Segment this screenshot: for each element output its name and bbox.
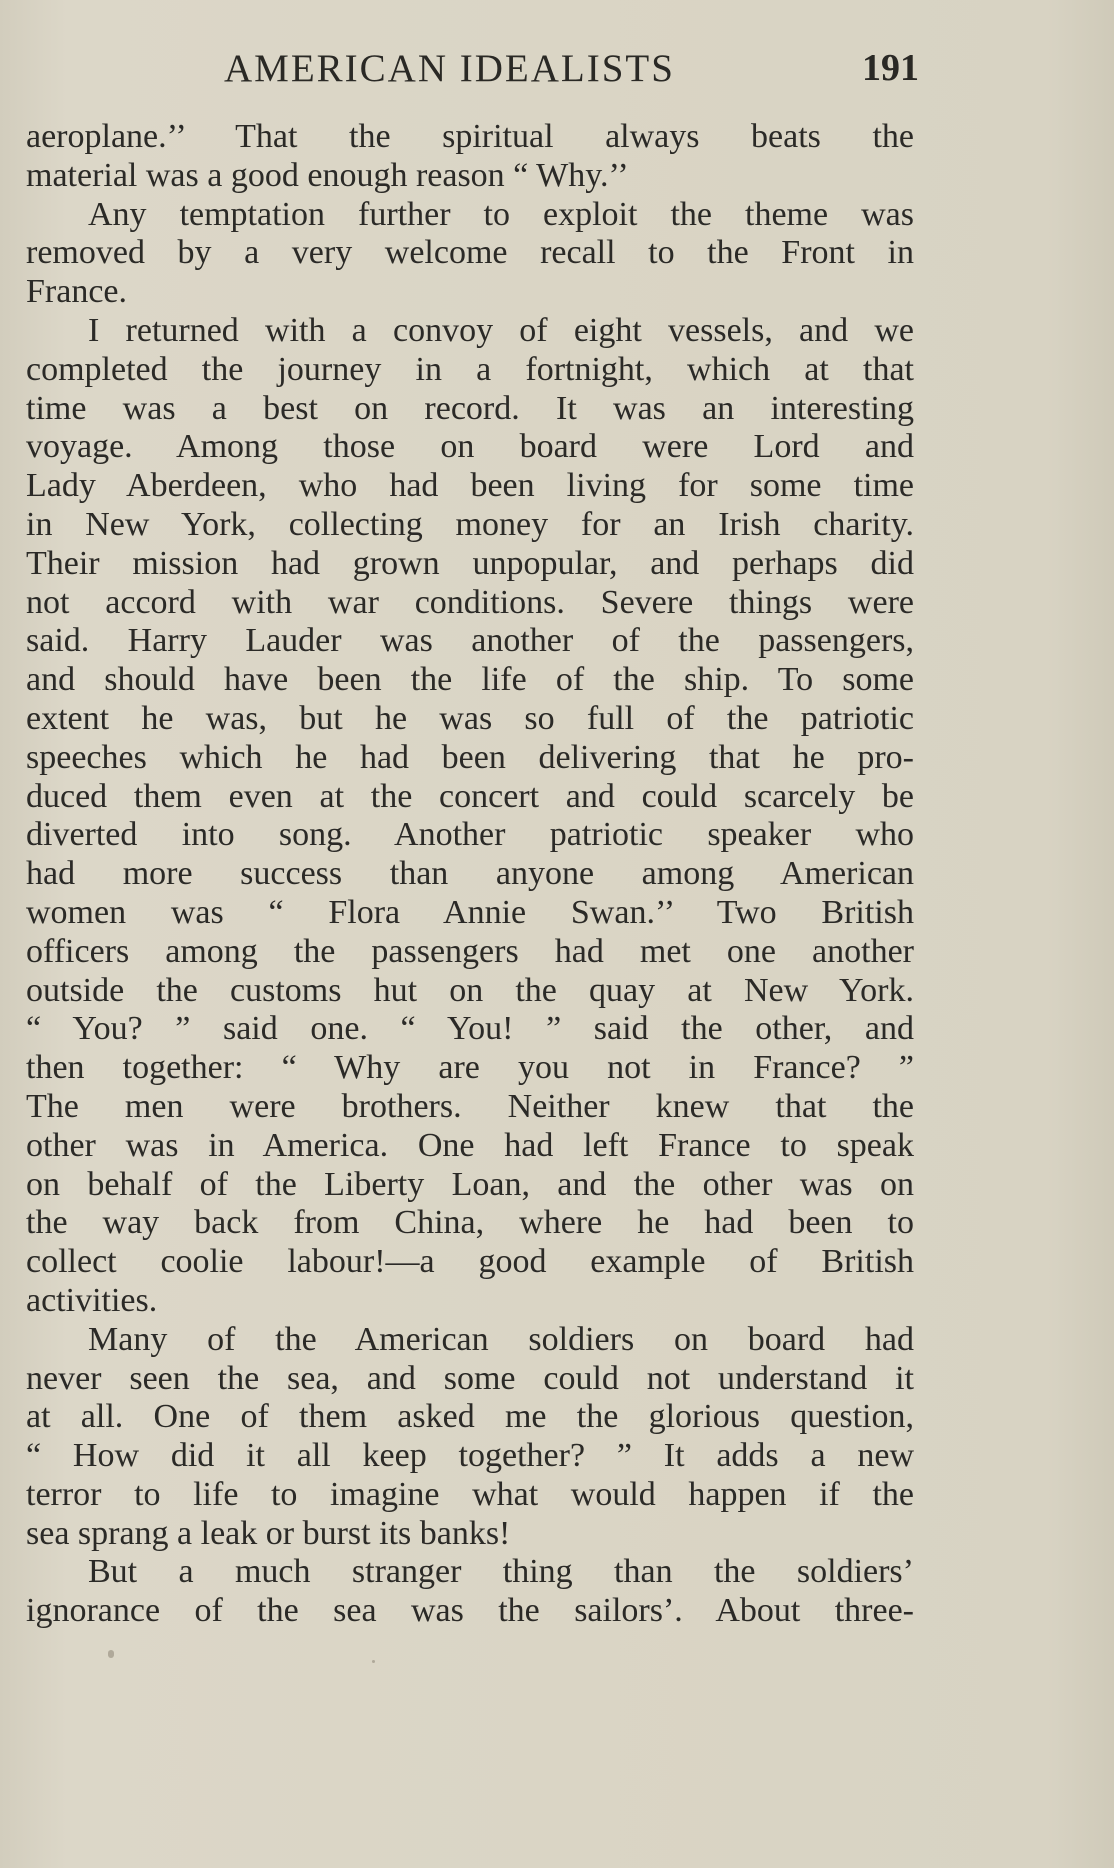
text-line: officers among the passengers had met one another bbox=[26, 932, 914, 970]
text-line: on behalf of the Liberty Loan, and the other was on bbox=[26, 1165, 914, 1203]
text-line: Many of the American soldiers on board had bbox=[88, 1320, 914, 1358]
text-line: activities. bbox=[26, 1281, 158, 1319]
text-line: aeroplane.’’ That the spiritual always beats the bbox=[26, 118, 914, 155]
text-line: diverted into song. Another patriotic speaker who bbox=[26, 816, 914, 854]
text-line: duced them even at the concert and could scarcely be bbox=[26, 777, 914, 815]
text-line: in New York, collecting money for an Irish charity. bbox=[26, 505, 914, 543]
page-header bbox=[0, 46, 1114, 96]
text-line: sea sprang a leak or burst its banks! bbox=[26, 1514, 511, 1552]
running-title: AMERICAN IDEALISTS bbox=[224, 47, 675, 90]
text-line: Their mission had grown unpopular, and perhaps did bbox=[26, 544, 914, 582]
text-line: The men were brothers. Neither knew that the bbox=[26, 1087, 914, 1125]
text-line: material was a good enough reason “ Why.’’ bbox=[26, 156, 629, 194]
text-line: completed the journey in a fortnight, which at that bbox=[26, 350, 914, 388]
text-line: and should have been the life of the ship. To some bbox=[26, 661, 914, 699]
text-line: terror to life to imagine what would happen if the bbox=[26, 1475, 914, 1513]
text-line: not accord with war conditions. Severe things were bbox=[26, 583, 914, 621]
text-line: never seen the sea, and some could not understand it bbox=[26, 1359, 914, 1397]
text-line: then together: “ Why are you not in France? ” bbox=[26, 1049, 914, 1087]
text-line: ignorance of the sea was the sailors’. About three- bbox=[26, 1592, 914, 1630]
text-line: other was in America. One had left France to speak bbox=[26, 1126, 914, 1164]
text-line: Lady Aberdeen, who had been living for some time bbox=[26, 467, 914, 505]
text-line: at all. One of them asked me the glorious question, bbox=[26, 1398, 914, 1436]
text-line: speeches which he had been delivering that he pro- bbox=[26, 738, 914, 776]
text-line: extent he was, but he was so full of the patriotic bbox=[26, 699, 914, 737]
text-line: the way back from China, where he had been to bbox=[26, 1204, 914, 1242]
page-number: 191 bbox=[862, 47, 919, 89]
text-line: France. bbox=[26, 273, 128, 311]
text-line: I returned with a convoy of eight vessels, and we bbox=[88, 311, 914, 349]
text-line: “ You? ” said one. “ You! ” said the other, and bbox=[26, 1010, 914, 1048]
text-line: time was a best on record. It was an interesting bbox=[26, 389, 914, 427]
text-line: outside the customs hut on the quay at New York. bbox=[26, 971, 914, 1009]
text-line: women was “ Flora Annie Swan.’’ Two British bbox=[26, 893, 914, 931]
text-line: said. Harry Lauder was another of the passengers, bbox=[26, 622, 914, 660]
paper-speck bbox=[372, 1660, 375, 1663]
text-line: Any temptation further to exploit the theme was bbox=[88, 195, 914, 233]
paper-speck bbox=[108, 1650, 114, 1658]
text-line: voyage. Among those on board were Lord and bbox=[26, 428, 914, 466]
text-line: collect coolie labour!—a good example of British bbox=[26, 1243, 914, 1281]
text-line: But a much stranger thing than the soldiers’ bbox=[88, 1553, 914, 1591]
body-text bbox=[26, 118, 914, 1631]
text-line: removed by a very welcome recall to the Front in bbox=[26, 234, 914, 272]
text-line: “ How did it all keep together? ” It adds a new bbox=[26, 1437, 914, 1475]
text-line: had more success than anyone among American bbox=[26, 855, 914, 893]
